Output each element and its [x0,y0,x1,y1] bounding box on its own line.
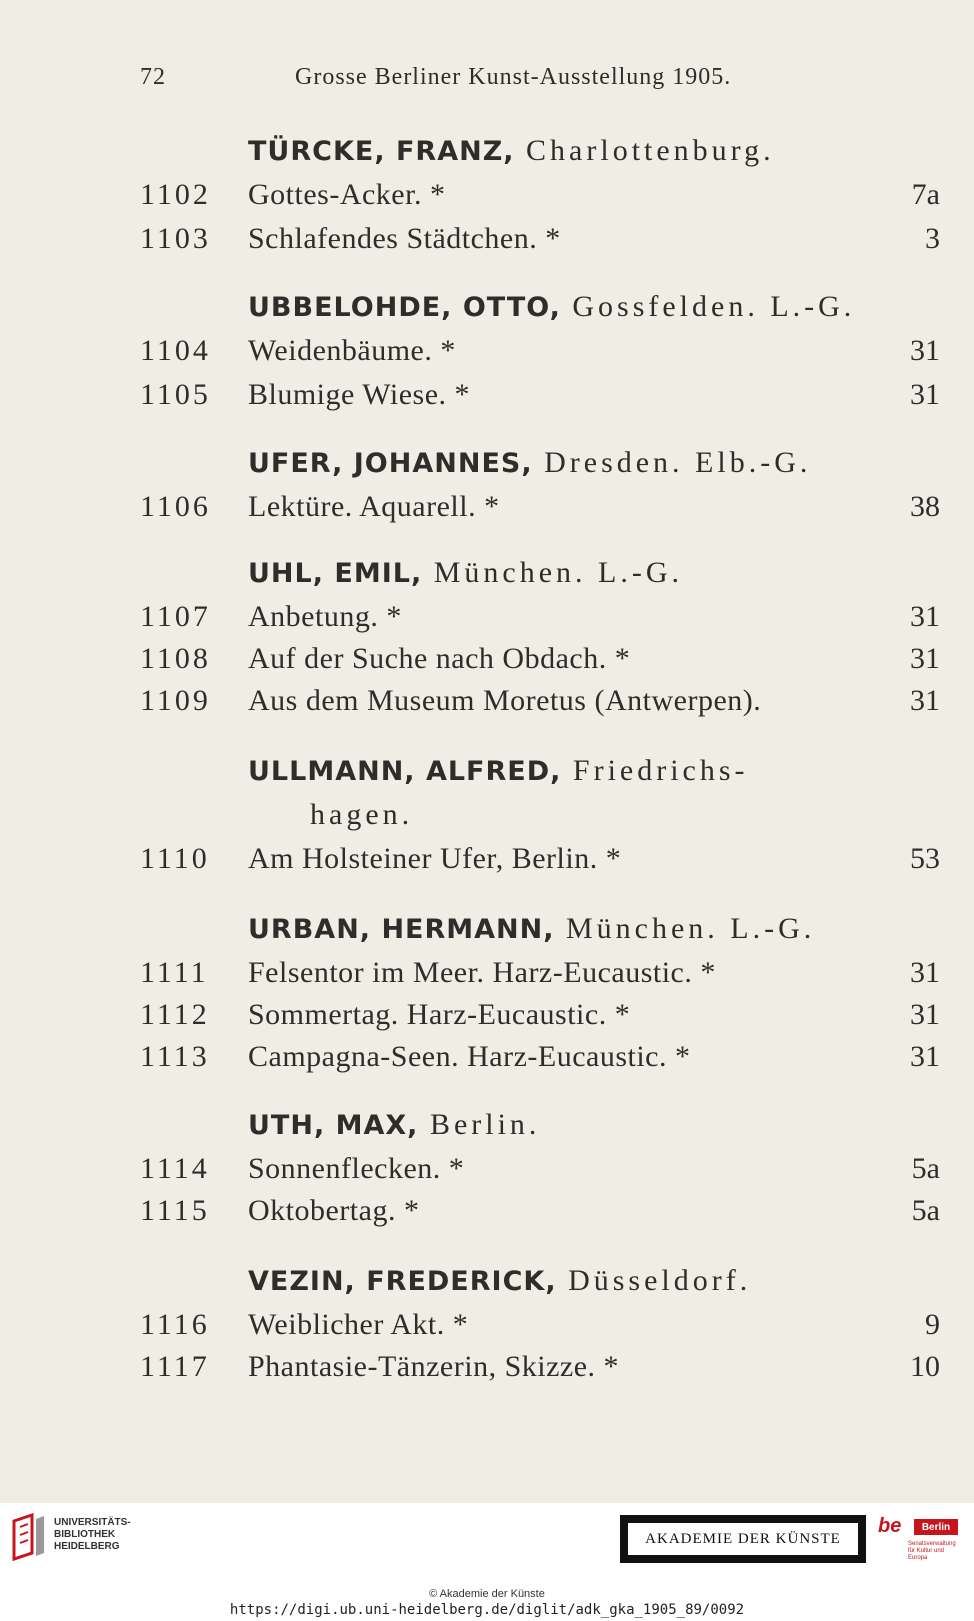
catalog-entry [140,1308,940,1348]
entry-room: 31 [910,334,940,367]
entry-title: Lektüre. Aquarell. * [248,490,500,523]
artist-name: UTH, MAX, [248,1110,419,1141]
catalog-entry [140,378,940,418]
running-head [140,64,800,104]
entry-title: Felsentor im Meer. Harz-Eucaustic. * [248,956,716,989]
catalog-entry [140,998,940,1038]
berlin-senate-caption: Senatsverwaltung für Kultur und Europa [908,1541,956,1561]
artist-location: Friedrichs- [561,754,749,787]
entry-title: Oktobertag. * [248,1194,420,1227]
artist-location: Charlottenburg. [514,134,775,167]
artist-name: UFER, JOHANNES, [248,448,533,479]
catalog-entry [140,600,940,640]
entry-number: 1117 [140,1350,210,1383]
catalog-entry [140,842,940,882]
entry-room: 3 [925,222,940,255]
artist-name: URBAN, HERMANN, [248,914,555,945]
catalog-entry [140,684,940,724]
entry-title: Weidenbäume. * [248,334,456,367]
entry-title: Blumige Wiese. * [248,378,471,411]
entry-room: 53 [910,842,940,875]
berlin-be-mark: be [878,1515,902,1537]
entry-title: Schlafendes Städtchen. * [248,222,561,255]
artist-name: ULLMANN, ALFRED, [248,756,562,787]
artist-location: Dresden. Elb.-G. [532,446,812,479]
entry-number: 1111 [140,956,209,989]
entry-title: Weiblicher Akt. * [248,1308,469,1341]
artist-heading [248,1264,751,1298]
page-number: 72 [140,64,166,90]
entry-title: Sonnenflecken. * [248,1152,465,1185]
entry-number: 1115 [140,1194,210,1227]
entry-room: 31 [910,600,940,633]
entry-number: 1106 [140,490,211,523]
artist-name: VEZIN, FREDERICK, [248,1266,557,1297]
catalog-entry [140,956,940,996]
artist-location: Gossfelden. L.-G. [560,290,856,323]
artist-name: UBBELOHDE, OTTO, [248,292,561,323]
entry-room: 9 [925,1308,940,1341]
artist-location: Berlin. [418,1108,541,1141]
viewer-footer [0,1503,974,1621]
entry-room: 38 [910,490,940,523]
entry-number: 1112 [140,998,210,1031]
artist-location-continued: hagen. [310,798,414,831]
catalog-entry [140,222,940,262]
catalog-entry [140,490,940,530]
entry-number: 1103 [140,222,211,255]
university-library-logo-icon[interactable] [10,1513,50,1563]
akademie-logo[interactable] [620,1515,866,1563]
akademie-logo-text: AKADEMIE DER KÜNSTE [628,1523,858,1555]
entry-room: 7a [911,178,940,211]
artist-heading [248,134,775,168]
entry-title: Campagna-Seen. Harz-Eucaustic. * [248,1040,691,1073]
artist-name: UHL, EMIL, [248,558,423,589]
entry-title: Aus dem Museum Moretus (Antwerpen). [248,684,762,717]
artist-heading [248,912,815,946]
catalog-entry [140,1040,940,1080]
entry-number: 1109 [140,684,211,717]
entry-room: 5a [911,1152,940,1185]
entry-room: 31 [910,1040,940,1073]
entry-title: Anbetung. * [248,600,402,633]
artist-name: TÜRCKE, FRANZ, [248,136,515,167]
artist-location: München. L.-G. [422,556,683,589]
catalog-entry [140,1350,940,1390]
university-library-name: UNIVERSITÄTS- BIBLIOTHEK HEIDELBERG [54,1517,131,1552]
entry-title: Auf der Suche nach Obdach. * [248,642,631,675]
catalog-entry [140,1152,940,1192]
entry-title: Sommertag. Harz-Eucaustic. * [248,998,631,1031]
entry-room: 31 [910,378,940,411]
entry-title: Am Holsteiner Ufer, Berlin. * [248,842,622,875]
artist-location: München. L.-G. [554,912,816,945]
entry-number: 1102 [140,178,211,211]
berlin-senate-logo[interactable] [878,1515,958,1567]
entry-number: 1114 [140,1152,210,1185]
entry-room: 31 [910,956,940,989]
entry-number: 1116 [140,1308,210,1341]
artist-heading [248,556,683,590]
entry-number: 1104 [140,334,211,367]
running-title: Grosse Berliner Kunst-Ausstellung 1905. [295,64,732,90]
entry-number: 1108 [140,642,211,675]
catalog-entry [140,1194,940,1234]
copyright-notice: © Akademie der Künste [429,1588,545,1600]
entry-title: Phantasie-Tänzerin, Skizze. * [248,1350,620,1383]
artist-heading [248,754,749,788]
entry-room: 10 [910,1350,940,1383]
entry-title: Gottes-Acker. * [248,178,446,211]
entry-room: 5a [911,1194,940,1227]
berlin-box-mark: Berlin [914,1519,958,1535]
artist-location: Düsseldorf. [556,1264,752,1297]
entry-room: 31 [910,684,940,717]
catalog-entry [140,642,940,682]
artist-heading [248,1108,540,1142]
catalog-entry [140,334,940,374]
permalink-url[interactable]: https://digi.ub.uni-heidelberg.de/diglit/adk_gka_1905_89/0092 [229,1602,745,1618]
artist-heading [248,290,855,324]
entry-room: 31 [910,642,940,675]
artist-heading [248,446,811,480]
entry-number: 1107 [140,600,211,633]
entry-room: 31 [910,998,940,1031]
entry-number: 1110 [140,842,210,875]
entry-number: 1105 [140,378,211,411]
catalog-entry [140,178,940,218]
entry-number: 1113 [140,1040,210,1073]
